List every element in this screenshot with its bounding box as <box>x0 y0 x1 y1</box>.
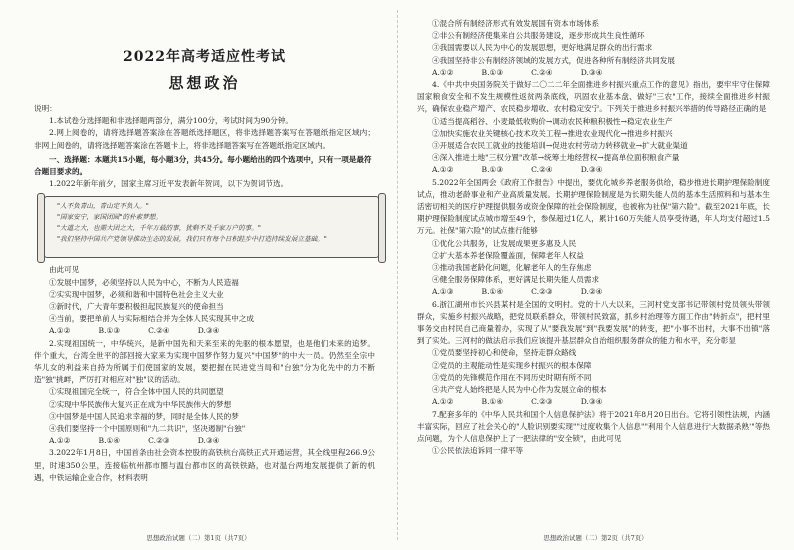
question-4-stem: 4.《中共中央国务院关于做好二〇二二年全面推进乡村振兴重点工作的意见》指出，要牢牢守住保障国家粮食安全和不发生规模性返贫两条底线，巩固农业基本盘、做好"三农"工作，接续全面推进乡村振兴，确保农业稳产增产、农民稳步增收、农村稳定安宁。下列关于推进乡村振兴举措的传导路径正确的是 <box>417 80 770 114</box>
question-3-option: ②非公有制经济使集来自公共服务建设，逐步形成共生良性循环 <box>432 31 645 41</box>
choice-b: B.①③ <box>481 67 504 77</box>
choice-d: D.③④ <box>580 397 603 407</box>
question-1-stem: 1.2022年新年前夕，国家主席习近平发表新年贺词，以下为贺词节选。 <box>49 179 289 189</box>
quote-line: "我们坚持中国共产党领导推动生态的发展，我们只有每个日积跬步中打造持续发展立基础。" <box>57 235 327 244</box>
question-2-stem: 2.实现祖国统一，中华统兴，是新中国先和天来至来的先驱的根本愿望，也是他们未来的追梦。伴个重大，台湾全世平的部回接大家来为实现中国梦作努力复兴"中国梦"的中大一员。仍然至全宗中华儿女的利益来自持为所属于们使国家的发展，要把握在民进党当局和"台独"分为化先中的力不断造"独"挑衅，严厉打对相应对"独"议的活动。 <box>34 338 375 385</box>
question-4-option: ②加快实施农业关键核心技术攻关工程→推进农业现代化→推进乡村振兴 <box>432 128 673 138</box>
quote-scroll <box>44 196 379 258</box>
question-1-option: ①发展中国梦，必须坚持以人民为中心，不断为人民造福 <box>49 277 239 287</box>
choice-d: D.③④ <box>580 165 603 175</box>
question-1-option: ②实实现中国梦，必须和谐和中国特色社会主义大业 <box>49 289 224 299</box>
choice-c: C.②③ <box>148 436 170 446</box>
question-6-option: ④共产党人始终把是人民为中心作为发展立命的根本 <box>432 385 607 395</box>
choice-a: A.①③ <box>432 287 454 297</box>
page-footer: 思想政治试题（二）第2页（共7页） <box>543 534 648 542</box>
question-2-choices <box>34 435 375 447</box>
choice-d: D.③④ <box>580 67 603 77</box>
question-2-option: ②实现中华民族伟大复兴正在成为中华民族伟大的梦想 <box>49 399 232 409</box>
choice-b: B.①④ <box>481 397 504 407</box>
question-5-option: ②扩大基本养老保险覆盖面，保障老年人权益 <box>432 250 584 260</box>
choice-c: C.②④ <box>531 165 553 175</box>
choice-c: C.②④ <box>531 67 553 77</box>
question-6-choices <box>417 396 770 408</box>
exam-title: 2022年高考适应性考试 <box>123 49 286 65</box>
choice-c: C.②③ <box>531 287 553 297</box>
notice-item: 1.本试卷分选择题和非选择题两部分，满分100分，考试时间为90分钟。 <box>49 116 294 126</box>
question-4-choices <box>417 164 770 176</box>
question-2-option: ③中国梦是中国人民追求幸福的梦，同时是全体人民的梦 <box>49 411 239 421</box>
question-3-option: ①混合所有制经济形式有效发展国有资本市场体系 <box>432 19 600 28</box>
question-3-choices <box>417 67 770 79</box>
question-1-option: ③新时代，广大青年要积极担起民族复兴的使命担当 <box>49 302 224 312</box>
question-6-option: ③党员的先锋模范作用在不同历史时期有所不同 <box>432 372 592 382</box>
question-3-option: ④我国坚持非公有制经济领域的发展方式，促进各种所有制经济共同发展 <box>432 55 675 65</box>
question-5-choices <box>417 286 770 298</box>
page-footer: 思想政治试题（二）第1页（共7页） <box>146 534 251 542</box>
question-4-option: ④深入推进土地"三权分置"改革→统筹土地经营权→提高单位面积粮食产量 <box>432 153 680 163</box>
question-6-option: ②党员的主观能动性是实现乡村振兴的根本保障 <box>432 360 592 370</box>
question-5-stem: 5.2022年全国两会《政府工作报告》中提出，要优化城乡养老服务供给，稳步推进长期护理保险制度试点，推动老龄事业和产业高质量发展。长期护理保险制度是为长期失能人员的基本生活照料和与基本生活密切相关的医疗护理提供服务或资金保障的社会保险制度，也被称为社保"第六险"。截至2021年底，长期护理保险制度试点城市增至49个，参保超过1亿人，累计160万失能人员享受待遇，年人均支付超过1.5万元。社保"第六险"的试点推行能够 <box>417 177 770 236</box>
choice-b: B.①④ <box>98 436 121 446</box>
question-5-option: ④健全服务保障体系，更好满足长期失能人员需求 <box>432 275 600 285</box>
choice-a: A.①② <box>432 165 454 175</box>
question-2-option: ④我们要坚持一个中国原则和"九二共识"，坚决遏制"台独" <box>49 424 246 434</box>
question-5-option: ①优化公共服务，让发展成果更多惠及人民 <box>432 238 577 248</box>
question-4-option: ③开展适合农民工就业的技能培训→促进农村劳动力转移就业→扩大就业渠道 <box>432 141 688 151</box>
notice-item: 2.网上阅卷的，请将选择题答案涂在答题纸选择题区，将非选择题答案写在答题纸指定区域内；非网上阅卷的，请将选择题答案涂在答题卡上，将非选择题答案写在答题纸指定区域内。 <box>34 128 375 150</box>
choice-a: A.①② <box>432 397 454 407</box>
question-5-option: ③推动我国老龄化问题，化解老年人的生存焦虑 <box>432 263 592 273</box>
quote-line: "人不负青山，青山定不负人。" <box>57 202 149 211</box>
choice-d: D.③④ <box>197 326 220 336</box>
choice-d: D.③④ <box>197 436 220 446</box>
question-7-stem: 7.配套多年的《中华人民共和国个人信息保护法》将于2021年8月20日出台。它将引领性法规，内涵丰富实际，回应了社会关心的"人脸识别要实现""过度收集个人信息""利用个人信息进行'大数据杀熟'"等热点问题，为个人信息保护上了一把法律的"安全锁"，由此可见 <box>417 409 770 443</box>
choice-a: A.①② <box>432 67 454 77</box>
right-page <box>397 0 794 550</box>
question-7-option: ①公民依法追诉同一律平等 <box>432 446 524 456</box>
question-2-option: ①实现祖国完全统一，符合全体中国人民的共同愿望 <box>49 387 224 397</box>
choice-b: B.①④ <box>481 287 504 297</box>
choice-d: D.②④ <box>580 287 603 297</box>
question-1-choices <box>34 325 375 337</box>
question-6-stem: 6.浙江湖州市长兴县某村是全国的文明村。党的十八大以来，三河村党支部书记带领村党员领头带领群众，实施乡村振兴战略，把党员联系群众，带领村民致富，抓乡村治理等方面工作由"转折点"，把村里事务交由村民自己商量着办，实现了从"要我发展"到"我要发展"的转变，把"小事不出村，大事不出镇"落到了实处。三河村的做法启示我们应该提升基层群众自治组织服务群众的能力和水平，充分彰显 <box>417 299 770 346</box>
quote-line: "大道之大，也需大团之大，千年万载的事，犹剩不及千家万户的事。" <box>57 224 261 233</box>
question-3-option: ③我国需要以人民为中心的发展思想，更好地满足群众的出行需求 <box>432 43 653 53</box>
choice-b: B.①③ <box>98 326 121 336</box>
choice-a: A.①② <box>49 326 71 336</box>
choice-a: A.①② <box>49 436 71 446</box>
choice-c: C.②④ <box>148 326 170 336</box>
choice-b: B.①③ <box>481 165 504 175</box>
exam-subject: 思想政治 <box>168 74 241 92</box>
notice-heading: 说明： <box>34 104 57 113</box>
question-1-lead: 由此可见 <box>49 265 80 275</box>
question-3-stem: 3.2022年1月8日，中国首条由社会资本控股的高铁杭台高铁正式开通运营，其全线里程266.9公里，时速350公里，连接临杭州都市圈与温台都市区的高铁铁路，也对温台两地发展提供了新的机遇，中铁运输企业合作，材料表明 <box>34 448 375 482</box>
choice-c: C.②③ <box>531 397 553 407</box>
quote-line: "国家安宁，家国团圆"的朴素梦想。 <box>57 213 162 222</box>
section-heading: 一、选择题：本题共15小题，每小题3分，共45分。每小题给出的四个选项中，只有一项是最符合题目要求的。 <box>34 154 372 177</box>
question-1-option: ④当前，要把单前人与实际相结合并为全体人民实现其中之成 <box>49 314 255 324</box>
question-6-option: ①党员要坚持初心和使命，坚持走群众路线 <box>432 348 577 358</box>
question-4-option: ①适当提高稻谷、小麦最低收购价→调动农民种粮积极性→稳定农业生产 <box>432 116 673 126</box>
